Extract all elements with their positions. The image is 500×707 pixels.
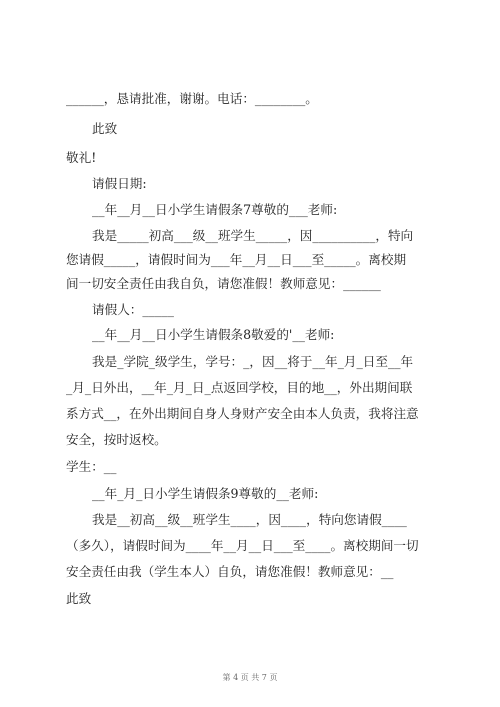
text-line-6: 我是_____初高___级__班学生_____，因__________，特向: [92, 228, 414, 243]
text-line-1: ______，恳请批准，谢谢。电话：________。: [66, 91, 318, 106]
text-line-18: （多久），请假时间为____年__月__日___至____。离校期间一切: [66, 538, 419, 553]
text-line-10: __年__月__日小学生请假条8敬爱的'__老师:: [92, 327, 335, 342]
text-line-5: __年__月__日小学生请假条7尊敬的___老师:: [92, 202, 338, 217]
text-line-19: 安全责任由我（学生本人）自负，请您准假！教师意见：__: [66, 564, 394, 579]
text-line-7: 您请假_____，请假时间为___年__月__日___至_____。离校期: [66, 252, 407, 267]
text-line-3: 敬礼!: [66, 150, 97, 165]
text-line-13: 系方式__，在外出期间自身人身财产安全由本人负责，我将注意: [66, 406, 419, 421]
text-line-4: 请假日期:: [92, 176, 147, 191]
text-line-14: 安全，按时返校。: [66, 432, 167, 447]
text-line-12: _月_日外出，__年_月_日_点返回学校，目的地__，外出期间联: [66, 380, 413, 395]
text-line-8: 间一切安全责任由我自负，请您准假！教师意见：______: [66, 276, 381, 291]
page-footer: 第 4 页 共 7 页: [222, 673, 278, 682]
text-line-9: 请假人：_____: [92, 302, 174, 317]
text-line-11: 我是_学院_级学生，学号：_，因__将于__年_月_日至__年: [92, 354, 414, 369]
text-line-16: __年_月_日小学生请假条9尊敬的__老师:: [92, 486, 319, 501]
text-line-20: 此致: [66, 591, 92, 606]
text-line-15: 学生：__: [66, 459, 117, 474]
text-line-17: 我是__初高__级__班学生____，因____，特向您请假____: [92, 512, 407, 527]
text-line-2: 此致: [92, 121, 118, 136]
